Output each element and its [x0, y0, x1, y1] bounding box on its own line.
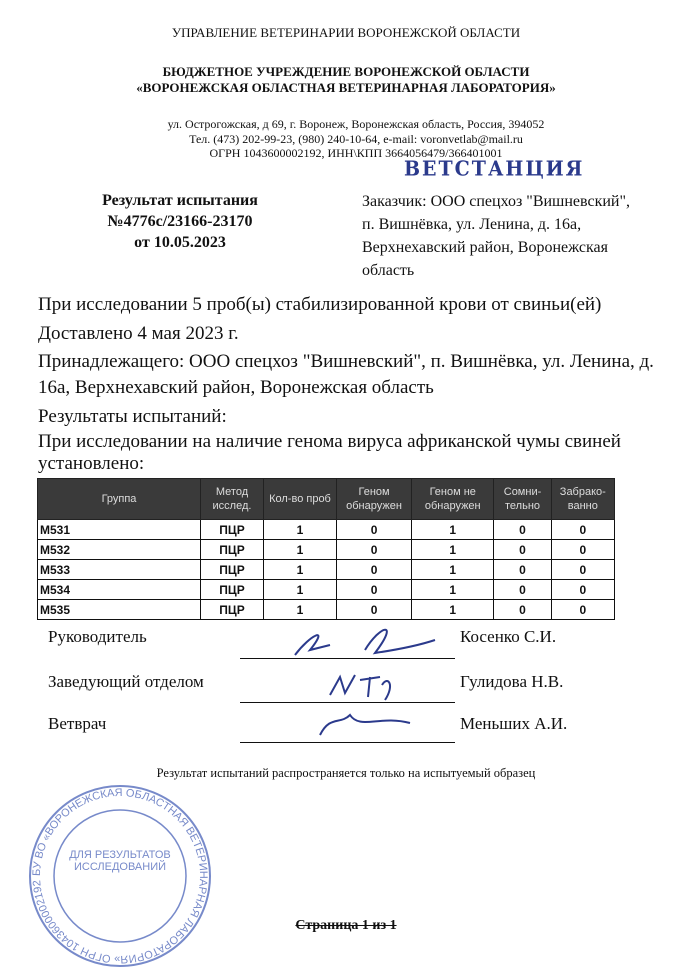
org-address: ул. Острогожская, д 69, г. Воронеж, Воронежская область, Россия, 394052	[167, 117, 545, 131]
col-header: Группа	[38, 479, 201, 520]
table-cell: 1	[264, 540, 337, 560]
result-title: Результат испытания	[102, 192, 258, 209]
table-cell: 0	[551, 600, 614, 620]
paragraph-delivered: Доставлено 4 мая 2023 г.	[38, 323, 239, 344]
table-cell: ПЦР	[201, 540, 264, 560]
col-header: Кол-во проб	[264, 479, 337, 520]
table-cell: 0	[551, 520, 614, 540]
result-date: от 10.05.2023	[134, 234, 226, 251]
table-cell: 0	[494, 580, 551, 600]
org-phone: Тел. (473) 202-99-23, (980) 240-10-64, e-mail: voronvetlab@mail.ru	[189, 132, 523, 146]
col-header: Метод исслед.	[201, 479, 264, 520]
station-stamp: ВЕТСТАНЦИЯ	[404, 156, 585, 182]
table-cell: 0	[337, 520, 412, 540]
col-header: Забрако-ванно	[551, 479, 614, 520]
table-row	[38, 560, 615, 580]
results-table	[37, 478, 615, 620]
table-cell: 0	[337, 600, 412, 620]
table-cell: 0	[337, 560, 412, 580]
table-cell: ПЦР	[201, 520, 264, 540]
table-cell: М532	[38, 540, 201, 560]
col-header: Геном обнаружен	[337, 479, 412, 520]
org-name-line1: БЮДЖЕТНОЕ УЧРЕЖДЕНИЕ ВОРОНЕЖСКОЙ ОБЛАСТИ	[162, 64, 530, 79]
col-header: Сомни-тельно	[494, 479, 551, 520]
signature-role: Заведующий отделом	[48, 672, 204, 691]
table-cell: 1	[412, 600, 494, 620]
table-cell: 1	[412, 540, 494, 560]
table-cell: 0	[337, 540, 412, 560]
signature-role: Руководитель	[48, 627, 147, 646]
org-ids: ОГРН 1043600002192, ИНН\КПП 3664056479/366401001	[209, 146, 503, 160]
table-cell: ПЦР	[201, 560, 264, 580]
table-cell: М533	[38, 560, 201, 580]
paragraph-owner: Принадлежащего: ООО спецхоз "Вишневский", п. Вишнёвка, ул. Ленина, д. 16а, Верхнехавский район, Воронежская область	[38, 351, 654, 398]
signature-role: Ветврач	[48, 714, 107, 733]
table-row	[38, 580, 615, 600]
table-cell: М531	[38, 520, 201, 540]
table-cell: ПЦР	[201, 600, 264, 620]
seal-center-text: ДЛЯ РЕЗУЛЬТАТОВ ИССЛЕДОВАНИЙ	[69, 849, 171, 873]
table-header-row	[38, 479, 615, 520]
footer-note: Результат испытаний распространяется только на испытуемый образец	[156, 766, 536, 780]
table-cell: М535	[38, 600, 201, 620]
table-cell: 0	[551, 580, 614, 600]
paragraph-samples: При исследовании 5 проб(ы) стабилизированной крови от свиньи(ей)	[38, 294, 602, 315]
col-header: Геном не обнаружен	[412, 479, 494, 520]
authority-title: УПРАВЛЕНИЕ ВЕТЕРИНАРИИ ВОРОНЕЖСКОЙ ОБЛАСТИ	[171, 25, 521, 40]
signature-name: Гулидова Н.В.	[460, 672, 564, 691]
table-cell: 0	[494, 520, 551, 540]
table-cell: 1	[412, 520, 494, 540]
table-cell: 1	[412, 580, 494, 600]
official-seal	[28, 784, 212, 968]
table-cell: 0	[337, 580, 412, 600]
table-cell: 1	[264, 600, 337, 620]
seal-ring-text: БУ ВО «ВОРОНЕЖСКАЯ ОБЛАСТНАЯ ВЕТЕРИНАРНАЯ ЛАБОРАТОРИЯ» ОГРН 1043600002192	[30, 786, 210, 966]
table-cell: ПЦР	[201, 580, 264, 600]
table-cell: 0	[551, 540, 614, 560]
paragraph-results-label: Результаты испытаний:	[38, 406, 227, 427]
table-row	[38, 540, 615, 560]
result-number: №4776с/23166-23170	[107, 213, 253, 230]
customer-info: Заказчик: ООО спецхоз "Вишневский", п. Вишнёвка, ул. Ленина, д. 16а, Верхнехавский район, Воронежская область	[362, 193, 631, 279]
handwritten-signatures	[270, 615, 450, 745]
result-block	[70, 190, 290, 253]
table-cell: 1	[264, 580, 337, 600]
signature-name: Косенко С.И.	[460, 627, 557, 646]
table-cell: 0	[494, 540, 551, 560]
table-cell: 0	[494, 560, 551, 580]
signature-name: Меньших А.И.	[460, 714, 568, 733]
table-row	[38, 520, 615, 540]
paragraph-findings: При исследовании на наличие генома вируса африканской чумы свиней установлено:	[38, 431, 621, 474]
table-cell: М534	[38, 580, 201, 600]
org-name-line2: «ВОРОНЕЖСКАЯ ОБЛАСТНАЯ ВЕТЕРИНАРНАЯ ЛАБОРАТОРИЯ»	[136, 80, 556, 95]
table-cell: 0	[494, 600, 551, 620]
page-number: Страница 1 из 1	[295, 918, 397, 933]
table-cell: 1	[264, 560, 337, 580]
table-cell: 1	[412, 560, 494, 580]
table-cell: 0	[551, 560, 614, 580]
table-cell: 1	[264, 520, 337, 540]
